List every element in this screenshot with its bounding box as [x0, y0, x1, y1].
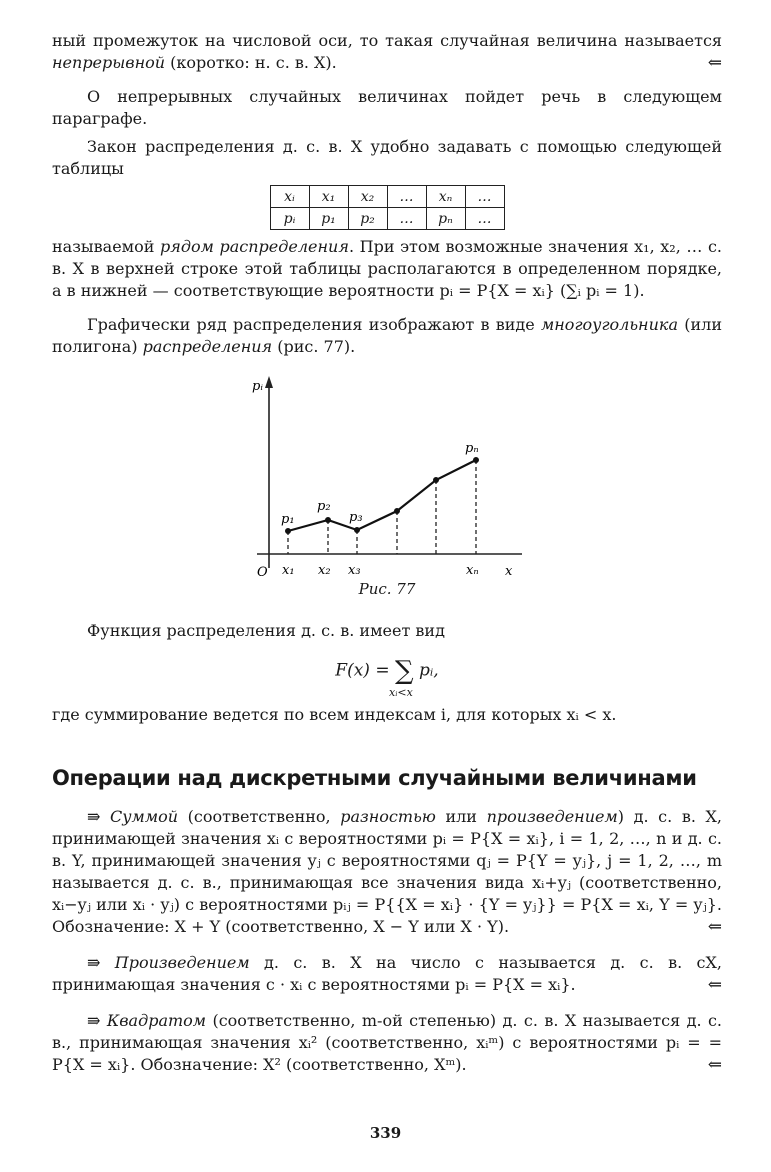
paragraph-next-section: О непрерывных случайных величинах пойдет речь в следующем параграфе. [52, 87, 722, 128]
polygon-point [473, 457, 479, 463]
page-number: 339 [369, 1124, 402, 1142]
x-tick-label: xₙ [466, 563, 479, 578]
sum-subscript: xᵢ<x [389, 686, 413, 699]
polygon-point [433, 477, 439, 483]
table-cell: p₂ [348, 208, 387, 230]
paragraph-continuous: ный промежуток на числовой оси, то такая случайная величина называется непрерывной (коротко: н. с. в. X). ⇐ [52, 31, 722, 73]
end-mark: ⇐ [707, 917, 722, 937]
polygon-point [325, 517, 331, 523]
paragraph-law: Закон распределения д. с. в. X удобно задавать с помощью следующей таблицы [52, 137, 722, 178]
table-cell: … [387, 186, 426, 208]
formula-distribution-function: F(x) = ∑ xᵢ<x pᵢ, [335, 656, 439, 699]
table-cell: … [465, 208, 504, 230]
table-row-values [270, 186, 504, 208]
term-series: рядом распределения [160, 237, 349, 256]
figure-polygon [52, 368, 722, 578]
point-label: p₃ [349, 510, 363, 525]
end-mark: ⇐ [707, 975, 722, 995]
table-cell: x₁ [309, 186, 348, 208]
table-cell: xₙ [426, 186, 465, 208]
y-axis-arrow [265, 376, 273, 388]
paragraph-series: называемой рядом распределения. При этом возможные значения x₁, x₂, … с. в. X в верхней строке этой таблицы располагаются в определенном порядке, а в нижней — соответствующие вероятности pᵢ = P{X = xᵢ} (∑ᵢ pᵢ = 1). [52, 237, 723, 300]
table-cell: x₂ [348, 186, 387, 208]
paragraph-function: Функция распределения д. с. в. имеет вид [87, 621, 445, 640]
term-continuous: непрерывной [52, 53, 166, 72]
sum-sign: ∑ [395, 656, 414, 686]
point-label: p₂ [317, 499, 331, 514]
table-cell: pₙ [426, 208, 465, 230]
table-cell: p₁ [309, 208, 348, 230]
definition-arrow-icon: ⇛ [87, 807, 101, 826]
definition-square: ⇛ Квадратом (соответственно, m-ой степенью) д. с. в. X называется д. с. в., принимающая значения xᵢ² (соответственно, xᵢᵐ) с вероятностями pᵢ = = P{X = xᵢ}. Обозначение: X² (соответственно, Xᵐ). ⇐ [52, 1011, 723, 1075]
section-title: Операции над дискретными случайными величинами [52, 766, 697, 790]
polygon-point [354, 527, 360, 533]
table-row-probabilities [270, 208, 504, 230]
axis-label-x: x [505, 564, 513, 578]
x-tick-label: x₁ [282, 563, 295, 578]
polygon-diagram [52, 368, 722, 578]
figure-caption: Рис. 77 [358, 580, 416, 598]
definition-arrow-icon: ⇛ [87, 1011, 101, 1030]
definition-arrow-icon: ⇛ [87, 953, 101, 972]
point-label: pₙ [465, 441, 479, 456]
table-cell: … [387, 208, 426, 230]
definition-sum: ⇛ Суммой (соответственно, разностью или произведением) д. с. в. X, принимающей значения xᵢ с вероятностями pᵢ = P{X = xᵢ}, i = 1, 2, …, n и д. с. в. Y, принимающей значения yⱼ с вероятностями qⱼ = P{Y = yⱼ}, j = 1, 2, …, m называется д. с. в., принимающая все значения вида xᵢ+yⱼ (соответственно, xᵢ−yⱼ или xᵢ · yⱼ) с вероятностями pᵢⱼ = P{{X = xᵢ} · {Y = yⱼ}} = P{X = xᵢ, Y = yⱼ}. Обозначение: X + Y (соответственно, X − Y или X · Y). ⇐ [52, 807, 723, 937]
end-mark: ⇐ [707, 53, 722, 73]
axis-label-y: pᵢ [252, 379, 263, 394]
polygon-point [285, 528, 291, 534]
definition-product-number: ⇛ Произведением д. с. в. X на число c называется д. с. в. cX, принимающая значения c · xᵢ с вероятностями pᵢ = P{X = xᵢ}. ⇐ [52, 953, 722, 995]
table-cell: pᵢ [270, 208, 309, 230]
page-content [52, 30, 722, 1090]
table-cell: xᵢ [270, 186, 309, 208]
paragraph-summation: где суммирование ведется по всем индексам i, для которых xᵢ < x. [52, 705, 617, 724]
end-mark: ⇐ [707, 1055, 722, 1075]
x-tick-label: x₂ [318, 563, 331, 578]
point-label: p₁ [281, 512, 295, 527]
distribution-polygon [288, 460, 476, 531]
origin-label: O [257, 565, 268, 578]
x-tick-label: x₃ [348, 563, 361, 578]
distribution-table [270, 185, 505, 230]
table-cell: … [465, 186, 504, 208]
polygon-point [394, 508, 400, 514]
paragraph-polygon: Графически ряд распределения изображают в виде многоугольника (или полигона) распределения (рис. 77). [52, 315, 723, 356]
